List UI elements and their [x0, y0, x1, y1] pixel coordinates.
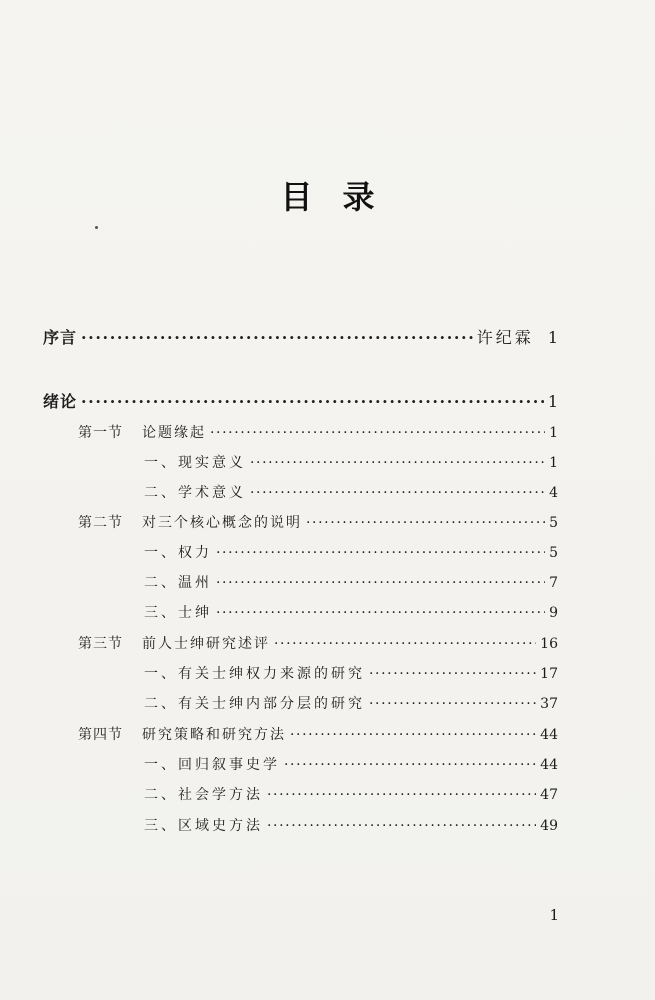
page-title: 目录: [280, 178, 405, 216]
toc-entry-section-1[interactable]: [78, 422, 558, 444]
toc-label: 三、区域史方法: [144, 818, 263, 834]
dot-leader: [216, 542, 545, 564]
section-title: 前人士绅研究述评: [142, 636, 270, 652]
toc-page-number: 5: [549, 515, 558, 531]
section-number: 第四节: [78, 727, 123, 743]
toc-entry-subsection[interactable]: [144, 754, 558, 776]
toc-page-number: 17: [540, 666, 558, 682]
toc-label: 一、有关士绅权力来源的研究: [144, 666, 365, 682]
toc-page-number: 44: [540, 757, 558, 773]
toc-entry-subsection[interactable]: [144, 542, 558, 564]
section-number: 第三节: [78, 636, 123, 652]
section-title: 论题缘起: [142, 425, 206, 441]
dot-leader: [267, 815, 536, 837]
print-speck: [95, 226, 98, 229]
section-title: 对三个核心概念的说明: [142, 515, 302, 531]
toc-page-number: 1: [547, 328, 558, 347]
toc-page-number: 16: [540, 636, 558, 652]
toc-label: 二、学术意义: [144, 485, 246, 501]
dot-leader: [250, 452, 545, 474]
toc-page-number: 44: [540, 727, 558, 743]
dot-leader: [290, 724, 536, 746]
toc-page-number: 1: [549, 455, 558, 471]
toc-page-number: 9: [549, 605, 558, 621]
toc-label: 一、回归叙事史学: [144, 757, 280, 773]
page-number: 1: [549, 906, 559, 924]
section-title: 研究策略和研究方法: [142, 727, 286, 743]
dot-leader: [81, 391, 544, 413]
toc-page-number: 5: [549, 545, 558, 561]
toc-entry-section-2[interactable]: [78, 512, 558, 534]
toc-page-number: 49: [540, 818, 558, 834]
toc-entry-subsection[interactable]: [144, 482, 558, 504]
toc-entry-subsection[interactable]: [144, 452, 558, 474]
toc-label: 一、权力: [144, 545, 212, 561]
toc-page-number: 4: [549, 485, 558, 501]
toc-label: 序言: [43, 328, 78, 347]
dot-leader: [369, 663, 536, 685]
dot-leader: [267, 784, 536, 806]
dot-leader: [369, 693, 536, 715]
toc-entry-subsection[interactable]: [144, 602, 558, 624]
toc-entry-preface[interactable]: [43, 327, 558, 349]
toc-entry-subsection[interactable]: [144, 815, 558, 837]
toc-page-number: 37: [540, 696, 558, 712]
dot-leader: [306, 512, 545, 534]
section-number: 第二节: [78, 515, 123, 531]
toc-page-number: 1: [549, 425, 558, 441]
toc-entry-section-4[interactable]: [78, 724, 558, 746]
dot-leader: [216, 602, 545, 624]
toc-label: 二、社会学方法: [144, 787, 263, 803]
toc-label: 三、士绅: [144, 605, 212, 621]
toc-label: 一、现实意义: [144, 455, 246, 471]
toc-entry-section-3[interactable]: [78, 633, 558, 655]
toc-entry-subsection[interactable]: [144, 663, 558, 685]
toc-entry-intro[interactable]: [43, 391, 558, 413]
toc-entry-subsection[interactable]: [144, 572, 558, 594]
toc-page-number: 47: [540, 787, 558, 803]
toc-author: 许纪霖: [476, 328, 534, 347]
dot-leader: [284, 754, 536, 776]
toc-label: 绪论: [43, 392, 78, 411]
toc-label: 二、有关士绅内部分层的研究: [144, 696, 365, 712]
section-number: 第一节: [78, 425, 123, 441]
toc-label: 二、温州: [144, 575, 212, 591]
toc-page-number: 1: [547, 392, 558, 411]
dot-leader: [210, 422, 545, 444]
dot-leader: [216, 572, 545, 594]
toc-entry-subsection[interactable]: [144, 784, 558, 806]
toc-page-number: 7: [549, 575, 558, 591]
dot-leader: [250, 482, 545, 504]
dot-leader: [81, 327, 473, 349]
dot-leader: [274, 633, 536, 655]
toc-entry-subsection[interactable]: [144, 693, 558, 715]
